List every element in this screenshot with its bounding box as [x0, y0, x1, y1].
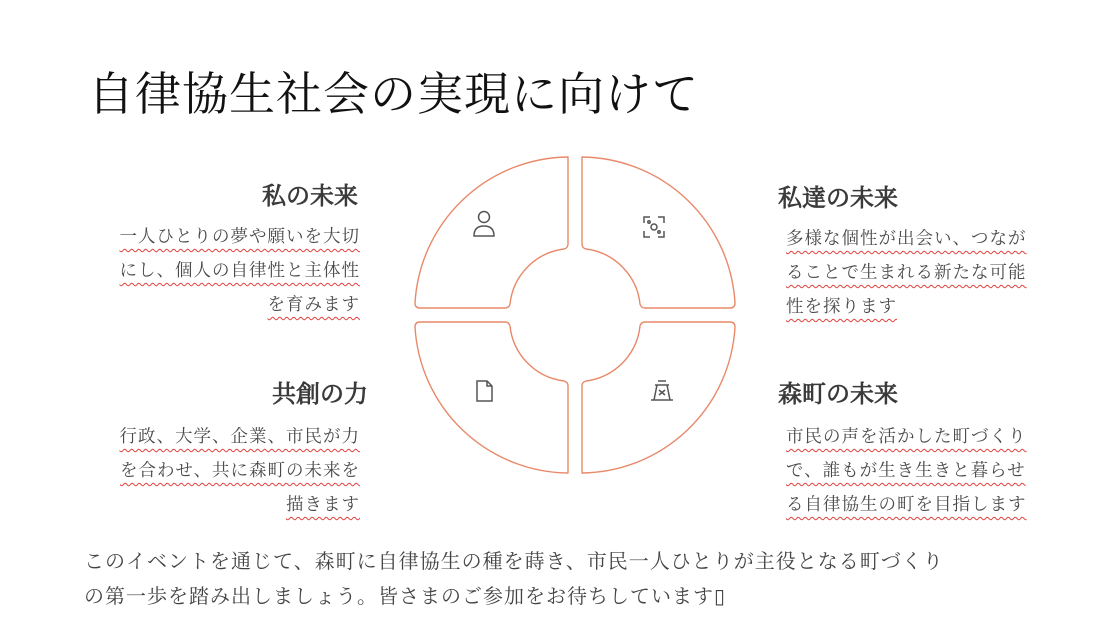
section-title-my-future: 私の未来: [262, 182, 358, 210]
connection-icon: [644, 217, 664, 237]
section-line: ることで生まれる新たな可能: [786, 263, 1027, 283]
quadrant-top-left: [415, 157, 568, 308]
section-body-my-future: [84, 220, 360, 322]
section-title-town-future: 森町の未来: [778, 380, 898, 408]
quadrant-diagram: [405, 145, 745, 485]
person-icon: [474, 212, 494, 237]
section-line: 性を探ります: [786, 297, 897, 317]
quadrant-bottom-right: [582, 322, 735, 473]
section-title-our-future: 私達の未来: [778, 184, 898, 212]
footer-text: [84, 544, 1044, 614]
section-body-co-creation: [84, 420, 360, 522]
section-line: 一人ひとりの夢や願いを大切: [119, 227, 360, 247]
section-line: 行政、大学、企業、市民が力: [119, 427, 360, 447]
section-line: で、誰もが生き生きと暮らせ: [786, 461, 1026, 481]
footer-line: の第一歩を踏み出しましょう。皆さまのご参加をお待ちしています▯: [84, 584, 727, 608]
section-line: にし、個人の自律性と主体性: [119, 261, 360, 281]
section-line: 多様な個性が出会い、つなが: [786, 229, 1027, 249]
document-icon: [477, 381, 492, 401]
section-line: 市民の声を活かした町づくり: [786, 427, 1027, 447]
section-title-co-creation: 共創の力: [272, 380, 368, 408]
section-body-our-future: [786, 222, 1076, 324]
section-line: を合わせ、共に森町の未来を: [120, 461, 360, 481]
page-title: 自律協生社会の実現に向けて: [88, 67, 699, 121]
footer-line: このイベントを通じて、森町に自律協生の種を蒔き、市民一人ひとりが主役となる町づくり: [84, 549, 944, 573]
tower-icon: [651, 381, 673, 400]
section-body-town-future: [786, 420, 1076, 522]
section-line: を育みます: [267, 295, 360, 315]
section-line: 描きます: [286, 495, 360, 515]
section-line: る自律協生の町を目指します: [786, 495, 1027, 515]
